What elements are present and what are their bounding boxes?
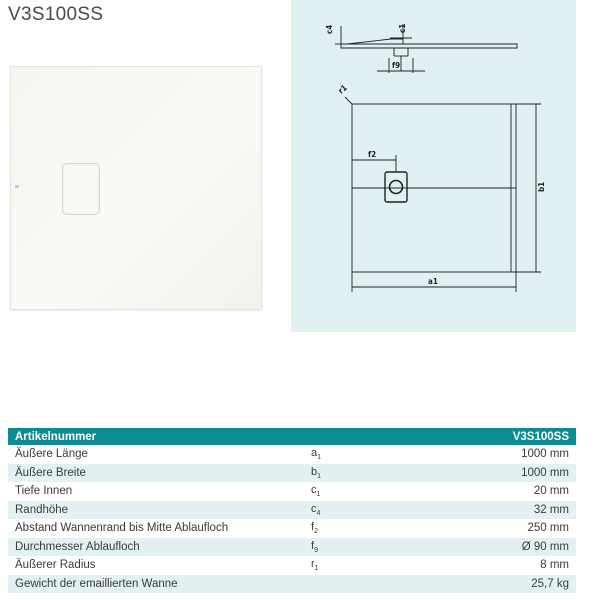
table-row — [8, 575, 576, 594]
symbol-subscript: 9 — [314, 546, 318, 554]
header-value: V3S100SS — [376, 428, 576, 445]
symbol-base: a — [311, 447, 318, 460]
row-value: 1000 mm — [376, 464, 576, 483]
symbol-subscript: 1 — [314, 565, 319, 573]
row-label: Äußerer Radius — [8, 556, 304, 575]
dim-label-r1: r1 — [336, 83, 349, 96]
row-value: Ø 90 mm — [376, 538, 576, 557]
table-row — [8, 445, 576, 464]
row-symbol — [304, 501, 376, 520]
row-label: Äußere Breite — [8, 464, 304, 483]
side-profile-view — [335, 24, 517, 73]
dim-label-f9: f9 — [392, 61, 401, 70]
table-row — [8, 556, 576, 575]
row-label: Durchmesser Ablaufloch — [8, 538, 304, 557]
row-label: Gewicht der emaillierten Wanne — [8, 575, 304, 594]
row-value: 25,7 kg — [376, 575, 576, 594]
symbol-base: r — [311, 558, 315, 571]
header-label: Artikelnummer — [8, 428, 376, 445]
technical-drawing-svg — [291, 0, 576, 332]
dim-label-c4: c4 — [325, 24, 334, 34]
row-symbol — [304, 519, 376, 538]
spec-table-header — [8, 428, 576, 445]
dim-label-a1: a1 — [428, 277, 438, 286]
product-photo — [10, 66, 262, 310]
symbol-base: c — [311, 484, 317, 497]
row-label: Randhöhe — [8, 501, 304, 520]
row-value: 32 mm — [376, 501, 576, 520]
technical-drawing — [291, 0, 576, 332]
edge-mark — [15, 185, 19, 188]
product-code-title: V3S100SS — [8, 4, 104, 25]
table-row — [8, 501, 576, 520]
dim-label-c1: c1 — [398, 23, 407, 33]
row-value: 20 mm — [376, 482, 576, 501]
row-label: Abstand Wannenrand bis Mitte Ablaufloch — [8, 519, 304, 538]
symbol-subscript: 2 — [314, 528, 318, 536]
symbol-base: f — [311, 539, 315, 552]
row-label: Äußere Länge — [8, 445, 304, 464]
symbol-subscript: 1 — [316, 491, 321, 499]
row-symbol — [304, 575, 376, 594]
dim-label-b1: b1 — [537, 181, 546, 192]
symbol-base: b — [311, 465, 318, 478]
row-symbol — [304, 464, 376, 483]
row-symbol — [304, 482, 376, 501]
table-row — [8, 464, 576, 483]
drain-cover — [62, 163, 100, 215]
spec-table — [8, 428, 576, 593]
symbol-subscript: 4 — [316, 509, 321, 517]
row-symbol — [304, 445, 376, 464]
row-value: 1000 mm — [376, 445, 576, 464]
symbol-base: f — [311, 521, 315, 534]
spec-table-body — [8, 445, 576, 593]
row-symbol — [304, 556, 376, 575]
symbol-base: c — [311, 502, 317, 515]
row-value: 8 mm — [376, 556, 576, 575]
row-label: Tiefe Innen — [8, 482, 304, 501]
table-row — [8, 538, 576, 557]
top-plan-view — [345, 97, 541, 292]
row-value: 250 mm — [376, 519, 576, 538]
table-row — [8, 482, 576, 501]
symbol-subscript: 1 — [317, 454, 322, 462]
dim-label-f2: f2 — [368, 150, 377, 159]
table-row — [8, 519, 576, 538]
symbol-subscript: 1 — [317, 472, 322, 480]
row-symbol — [304, 538, 376, 557]
